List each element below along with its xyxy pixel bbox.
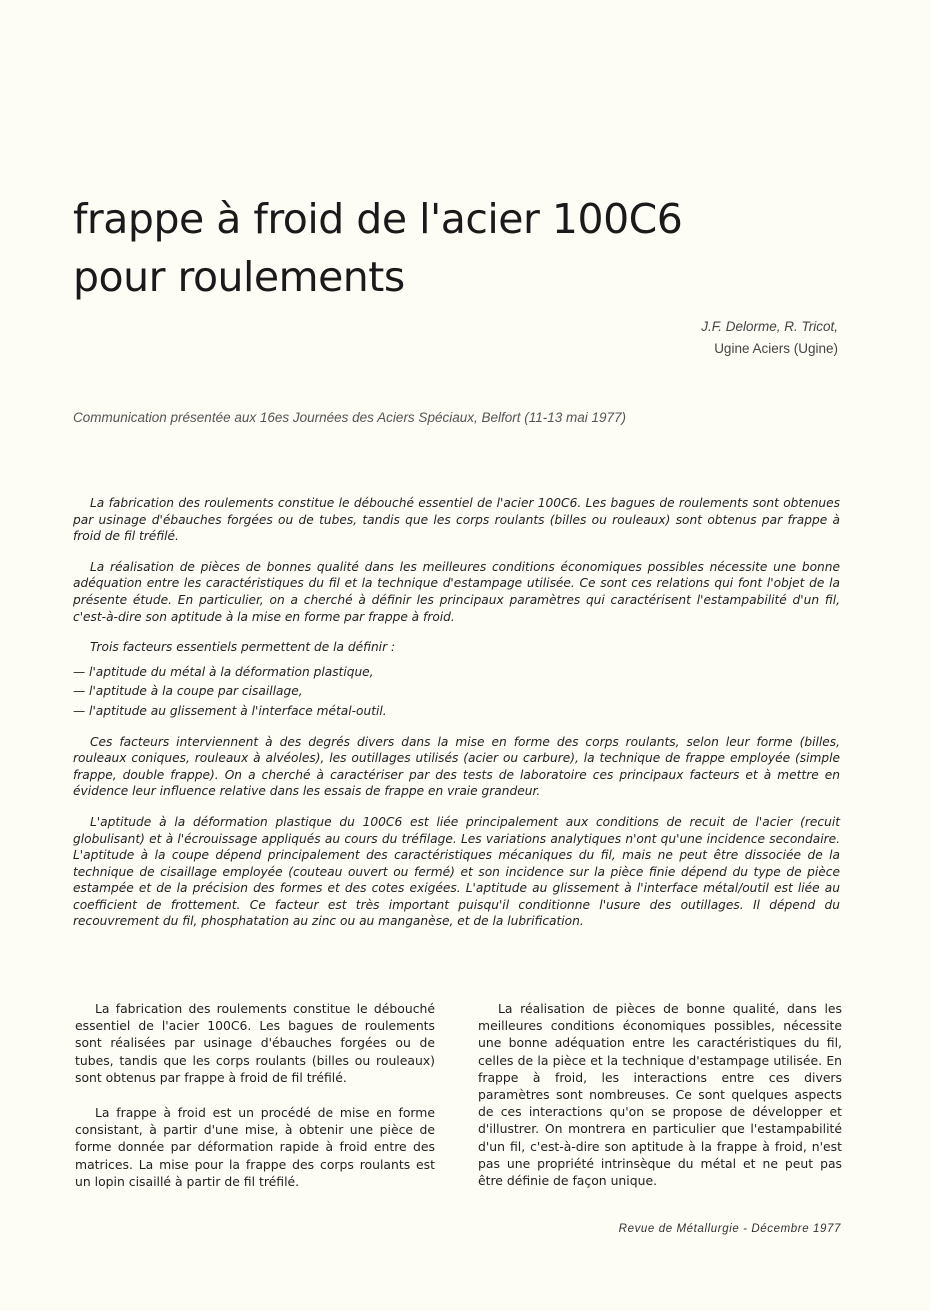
body-column-left (75, 1000, 435, 1208)
author-affiliation: Ugine Aciers (Ugine) (714, 341, 838, 356)
article-title (73, 190, 873, 306)
abstract-paragraph-2: La réalisation de pièces de bonnes qualité dans les meilleures conditions économiques possibles nécessite une bonne adéquation entre les caractéristiques du fil et la technique d'estampage utilisée. Ce sont ces relations qui font l'objet de la présente étude. En particulier, on a cherché à définir les principaux paramètres qui caractérisent l'estampabilité d'un fil, c'est-à-dire son aptitude à la mise en forme par frappe à froid. (73, 559, 840, 624)
communication-note: Communication présentée aux 16es Journées des Aciers Spéciaux, Belfort (11-13 mai 1977) (73, 410, 627, 425)
title-line-2: pour roulements (73, 253, 405, 301)
body-paragraph: La réalisation de pièces de bonne qualité, dans les meilleures conditions économiques possibles, nécessite une bonne adéquation entre les caractéristiques du fil, celles de la pièce et la technique d'estampage utilisée. En frappe à froid, les interactions entre ces divers paramètres sont nombreuses. Ce sont quelques aspects de ces interactions qu'on se propose de développer et d'illustrer. On montrera en particulier que l'estampabilité d'un fil, c'est-à-dire son aptitude à la frappe à froid, n'est pas une propriété intrinsèque du métal et ne peut pas être définie de façon unique. (478, 1001, 842, 1189)
author-block (701, 316, 838, 360)
abstract-paragraph-1: La fabrication des roulements constitue le débouché essentiel de l'acier 100C6. Les bagues de roulements sont obtenues par usinage d'ébauches forgées ou de tubes, tandis que les corps roulants (billes ou rouleaux) sont obtenus par frappe à froid de fil tréfilé. (73, 496, 840, 544)
author-names: J.F. Delorme, R. Tricot, (701, 319, 838, 334)
body-paragraph: La fabrication des roulements constitue le débouché essentiel de l'acier 100C6. Les bagues de roulements sont réalisées par usinage d'ébauches forgées ou de tubes, tandis que les corps roulants (billes ou rouleaux) sont obtenus par frappe à froid de fil tréfilé. (75, 1001, 435, 1085)
body-column-right (478, 1000, 842, 1207)
body-paragraph: La frappe à froid est un procédé de mise en forme consistant, à partir d'une mise, à obtenir une pièce de forme donnée par déformation rapide à froid entre des matrices. La mise pour la frappe des corps roulants est un lopin cisaillé à partir de fil tréfilé. (75, 1105, 435, 1189)
title-line-1: frappe à froid de l'acier 100C6 (73, 195, 683, 243)
journal-footer: Revue de Métallurgie - Décembre 1977 (618, 1223, 841, 1235)
abstract-paragraph-4: Ces facteurs interviennent à des degrés divers dans la mise en forme des corps roulants, selon leur forme (billes, rouleaux coniques, rouleaux à alvéoles), les outillages utilisés (acier ou carbure), la technique de frappe employée (simple frappe, double frappe). On a cherché à caractériser par des tests de laboratoire ces principaux facteurs et à mettre en évidence leur influence relative dans les essais de frappe en vraie grandeur. (73, 734, 840, 799)
factor-item: — l'aptitude au glissement à l'interface métal-outil. (73, 703, 387, 718)
factor-list (73, 664, 840, 720)
abstract (73, 495, 840, 930)
abstract-paragraph-5: L'aptitude à la déformation plastique du 100C6 est liée principalement aux conditions de recuit de l'acier (recuit globulisant) et à l'écrouissage appliqués au cours du tréfilage. Les variations analytiques n'ont qu'une incidence secondaire. L'aptitude à la coupe dépend principalement des caractéristiques mécaniques du fil, mais ne peut être dissociée de la technique de cisaillage employée (couteau ouvert ou fermé) et son incidence sur la pièce finie dépend du type de pièce estampée et de la précision des formes et des cotes exigées. L'aptitude au glissement à l'interface métal/outil est liée au coefficient de frottement. Ce facteur est très important puisqu'il conditionne l'usure des outillages. Il dépend du recouvrement du fil, phosphatation au zinc ou au manganèse, et de la lubrification. (73, 814, 840, 929)
abstract-paragraph-3: Trois facteurs essentiels permettent de la définir : (90, 640, 396, 655)
factor-item: — l'aptitude du métal à la déformation plastique, (73, 664, 374, 679)
factor-item: — l'aptitude à la coupe par cisaillage, (73, 684, 303, 699)
